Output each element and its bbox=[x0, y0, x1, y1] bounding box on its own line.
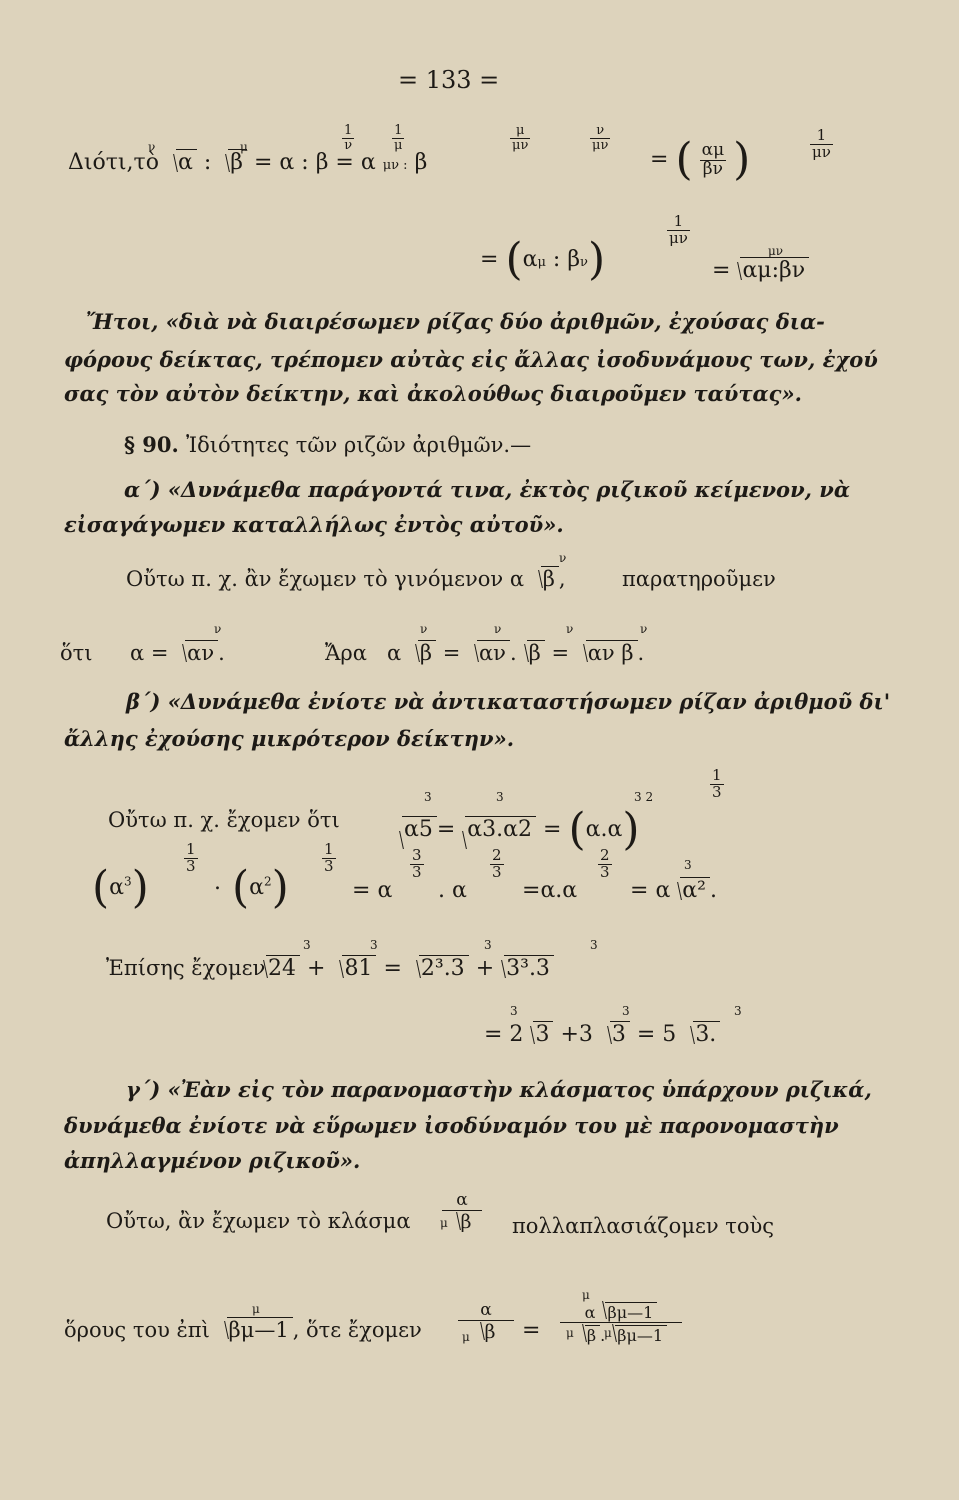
example-d2-equals: = bbox=[522, 1318, 541, 1343]
example-c-idx-3: 3 bbox=[484, 938, 492, 952]
example-d2-frac-idx: μ bbox=[462, 1330, 470, 1344]
eq1-rhs-exp: $\frac{1}{\mu\nu}$ bbox=[812, 126, 831, 161]
example-c-idx-1: 3 bbox=[303, 938, 311, 952]
eq2-exp: $\frac{1}{\mu\nu}$ bbox=[669, 212, 688, 247]
section-heading bbox=[124, 432, 531, 457]
example-a: Οὔτω π. χ. ἂν ἔχωμεν τὸ γινόμενον α β , bbox=[126, 567, 566, 591]
rule-line-3: σας τὸν αὐτὸν δείκτην, καὶ ἀκολούθως διαιροῦμεν ταύτας». bbox=[64, 381, 802, 406]
example-a2: ὅτι bbox=[60, 641, 93, 665]
example-b2-exp-3: $\frac{3}{3}$ bbox=[412, 846, 422, 881]
example-b2-root-idx: 3 bbox=[684, 858, 692, 872]
example-b2-exp-1: $\frac{1}{3}$ bbox=[186, 840, 196, 875]
example-c2: = 2 3 +3 3 = 5 3. bbox=[484, 1022, 720, 1047]
eq1-lead: Διότι,τὸ bbox=[68, 150, 159, 175]
example-b2-exp-5: $\frac{2}{3}$ bbox=[600, 846, 610, 881]
eq1-root-index-mu: μ bbox=[240, 140, 248, 154]
example-c-idx-2: 3 bbox=[370, 938, 378, 952]
example-d-multiply: πολλαπλασιάζομεν τοὺς bbox=[512, 1214, 775, 1238]
eq1-root-index-nu: ν bbox=[148, 140, 156, 154]
section-number: 90. bbox=[142, 432, 179, 457]
example-b-idx-1: 3 bbox=[424, 790, 432, 804]
example-c-expr: 24 + 81 = 2³.3 + 3³.3 bbox=[256, 956, 554, 981]
rule-line-1: Ἤτοι, «διὰ νὰ διαιρέσωμεν ρίζας δύο ἀριθμῶν, ἐχούσας δια- bbox=[86, 309, 825, 334]
example-b2-rhs-2: . α bbox=[438, 878, 467, 903]
property-b-line-2: ἄλλης ἐχούσης μικρότερον δείκτην». bbox=[64, 726, 515, 751]
eq1-beta-power-2: β bbox=[414, 150, 428, 175]
example-a2-idx-4: ν bbox=[566, 622, 574, 636]
example-b-text: Οὔτω π. χ. ἔχομεν ὅτι bbox=[108, 808, 340, 832]
section-sign: § bbox=[124, 432, 135, 457]
eq1-exp-munu: μν : bbox=[382, 158, 408, 173]
eq2-root: = αμ:βν bbox=[712, 258, 809, 283]
example-b-expr: α5 = α3.α2 = (α.α) bbox=[392, 808, 640, 852]
example-b-sup: 3 2 bbox=[634, 790, 654, 804]
example-d2: ὅρους του ἐπὶ βμ—1 , ὅτε ἔχομεν bbox=[64, 1318, 422, 1342]
eq1-beta-power: β bbox=[315, 150, 329, 175]
section-title: Ἰδιότητες τῶν ριζῶν ἀριθμῶν.— bbox=[186, 433, 532, 457]
example-c-text: Ἐπίσης ἔχομεν bbox=[106, 956, 266, 980]
example-b2-term-2: $(\alpha^2)$ bbox=[232, 862, 289, 913]
eq1-exp-3: $\frac{\mu}{\mu\nu}$ bbox=[512, 123, 529, 153]
eq1-alpha-power-2: α bbox=[360, 150, 376, 175]
eq1-equals-2: = bbox=[335, 150, 354, 175]
page-number: = 133 = bbox=[398, 66, 500, 94]
eq1-exp-1: $\frac{1}{\nu}$ bbox=[344, 123, 353, 153]
example-a2-idx-5: ν bbox=[640, 622, 648, 636]
eq1-rhs: = ( $\frac{\alpha\mu}{\beta\nu}$ ) bbox=[650, 134, 751, 185]
example-d-fraction: α β bbox=[442, 1190, 482, 1233]
eq1-equals: = bbox=[253, 150, 273, 175]
eq1-alpha-power: α bbox=[279, 150, 295, 175]
example-a2-ara: Ἄρα α β = αν . β = αν β . bbox=[325, 641, 645, 665]
eq1-exp-2: $\frac{1}{\mu}$ bbox=[394, 123, 403, 153]
property-c-line-3: ἀπηλλαγμένον ριζικοῦ». bbox=[64, 1148, 361, 1173]
example-a2-idx-3: ν bbox=[494, 622, 502, 636]
example-b2: $(\alpha^3)$ bbox=[92, 862, 149, 913]
example-a-root-index: ν bbox=[559, 551, 567, 565]
example-b2-dot: . bbox=[214, 870, 221, 895]
eq1-colon: : bbox=[203, 150, 212, 175]
eq1-radicand-beta: β bbox=[228, 149, 247, 175]
rule-line-2: φόρους δείκτας, τρέπομεν αὐτὰς εἰς ἄλλας ἰσοδυνάμους των, ἐχού bbox=[64, 347, 878, 372]
example-c-idx-4: 3 bbox=[590, 938, 598, 952]
eq1-radicand-alpha: α bbox=[176, 149, 197, 175]
example-c2-idx-2: 3 bbox=[622, 1004, 630, 1018]
example-b2-exp-4: $\frac{2}{3}$ bbox=[492, 846, 502, 881]
equation-2: = (αμ : βν) bbox=[480, 234, 606, 285]
property-a-line-1: α΄) «Δυνάμεθα παράγοντά τινα, ἐκτὸς ριζικοῦ κείμενον, νὰ bbox=[124, 477, 850, 502]
example-d2-idx: μ bbox=[252, 1302, 260, 1316]
property-c-line-1: γ΄) «Ἐὰν εἰς τὸν παρανομαστὴν κλάσματος ὑπάρχουν ριζικά, bbox=[126, 1077, 872, 1102]
eq2-root-index: μν bbox=[768, 244, 784, 258]
example-d2-num-idx: μ bbox=[582, 1288, 590, 1302]
example-b2-exp-2: $\frac{1}{3}$ bbox=[324, 840, 334, 875]
example-d2-fraction-2: α βμ—1 β . βμ—1 bbox=[560, 1300, 682, 1345]
example-a2-expr: α = αν . bbox=[130, 641, 225, 665]
example-b-idx-2: 3 bbox=[496, 790, 504, 804]
eq1-exp-4: $\frac{\nu}{\mu\nu}$ bbox=[592, 123, 609, 153]
example-b2-rhs-4: = α α² . bbox=[630, 878, 717, 903]
property-c-line-2: δυνάμεθα ἐνίοτε νὰ εὕρωμεν ἰσοδύναμόν του μὲ παρονομαστὴν bbox=[64, 1113, 839, 1138]
example-c2-idx-1: 3 bbox=[510, 1004, 518, 1018]
example-b2-rhs-3: =α.α bbox=[522, 878, 578, 903]
example-d-idx: μ bbox=[440, 1216, 448, 1230]
example-a-observe: παρατηροῦμεν bbox=[622, 567, 776, 591]
property-a-line-2: εἰσαγάγωμεν καταλλήλως ἐντὸς αὐτοῦ». bbox=[64, 512, 564, 537]
example-d2-fraction-1: α β bbox=[458, 1300, 514, 1343]
eq1-colon-2: : bbox=[301, 150, 309, 175]
example-a2-idx-1: ν bbox=[214, 622, 222, 636]
example-d-text: Οὔτω, ἂν ἔχωμεν τὸ κλάσμα bbox=[106, 1209, 411, 1233]
example-c2-idx-3: 3 bbox=[734, 1004, 742, 1018]
example-b2-rhs: = α bbox=[352, 878, 393, 903]
example-d2-den-idx-2: μ bbox=[604, 1326, 612, 1340]
property-b-line-1: β΄) «Δυνάμεθα ἐνίοτε νὰ ἀντικαταστήσωμεν ρίζαν ἀριθμοῦ δι' bbox=[126, 689, 891, 714]
example-b-exp: $\frac{1}{3}$ bbox=[712, 766, 722, 801]
example-d2-den-idx-1: μ bbox=[566, 1326, 574, 1340]
example-a2-idx-2: ν bbox=[420, 622, 428, 636]
